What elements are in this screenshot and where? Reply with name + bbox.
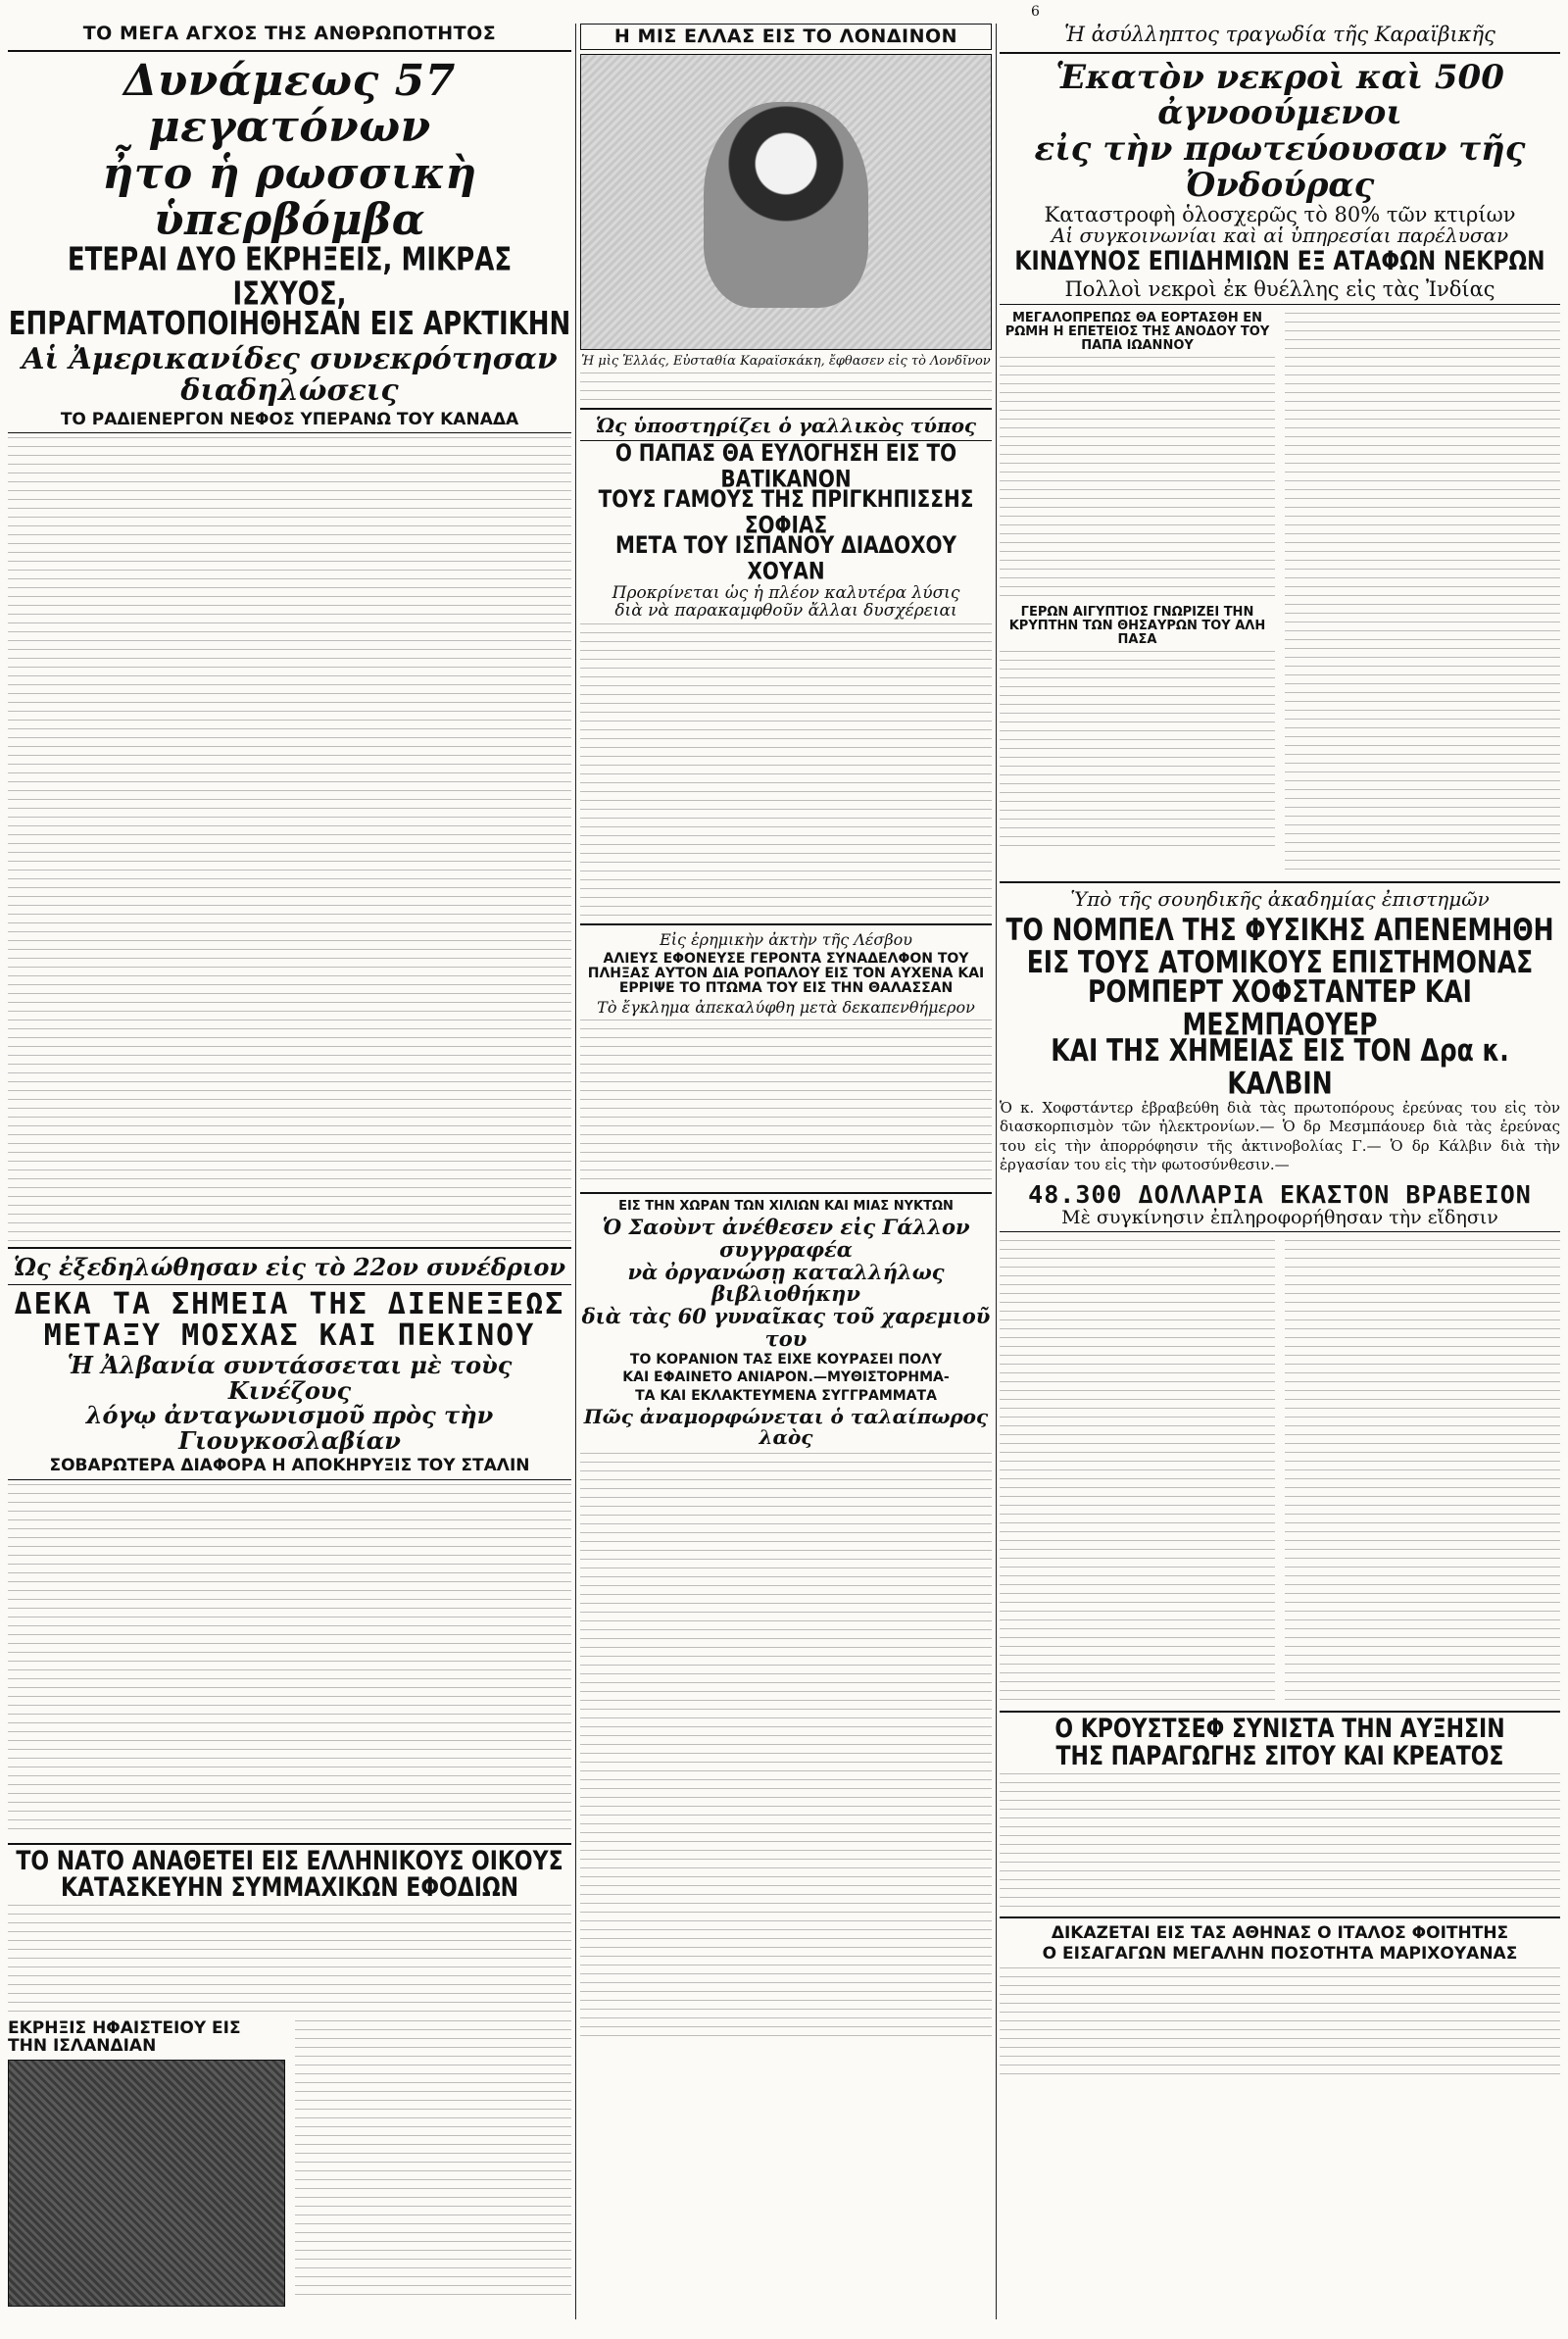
lesvos-article-body: [580, 1020, 992, 1186]
gerwn-article-body: [1000, 651, 1275, 847]
nobel-kicker: Ὑπὸ τῆς σουηδικῆς ἀκαδημίας ἐπιστημῶν: [1070, 887, 1490, 912]
lesvos-deck: Τὸ ἔγκλημα ἀπεκαλύφθη μετὰ δεκαπενθήμερον: [597, 997, 975, 1017]
vatican-headline-1: Ο ΠΑΠΑΣ ΘΑ ΕΥΛΟΓΗΣΗ ΕΙΣ ΤΟ ΒΑΤΙΚΑΝΟΝ: [614, 438, 957, 493]
khrushchev-headline-2: ΤΗΣ ΠΑΡΑΓΩΓΗΣ ΣΙΤΟΥ ΚΑΙ ΚΡΕΑΤΟΣ: [1055, 1742, 1504, 1772]
vatican-article-body: [580, 623, 992, 918]
saud-headline-2: νὰ ὀργανώσῃ καταλλήλως βιβλιοθήκην: [627, 1259, 945, 1307]
honduras-headline-2: εἰς τὴν πρωτεύουσαν τῆς Ὀνδούρας: [1034, 129, 1526, 205]
nobel-headline-1: ΤΟ ΝΟΜΠΕΛ ΤΗΣ ΦΥΣΙΚΗΣ ΑΠΕΝΕΜΗΘΗ: [1005, 912, 1554, 948]
bomb-headline-1: Δυνάμεως 57 μεγατόνων: [123, 55, 456, 153]
nobel-article-body-left: [1000, 1240, 1275, 1701]
congress-deck-3: ΣΟΒΑΡΩΤΕΡΑ ΔΙΑΦΟΡΑ Η ΑΠΟΚΗΡΥΞΙΣ ΤΟΥ ΣΤΑΛΙΝ: [49, 1456, 530, 1476]
bomb-deck-3: Αἱ Ἀμερικανίδες συνεκρότησαν διαδηλώσεις: [22, 341, 558, 409]
nato-headline-1: ΤΟ ΝΑΤΟ ΑΝΑΘΕΤΕΙ ΕΙΣ ΕΛΛΗΝΙΚΟΥΣ ΟΙΚΟΥΣ: [16, 1847, 564, 1877]
congress-headline-2: ΜΕΤΑΞΥ ΜΟΣΧΑΣ ΚΑΙ ΠΕΚΙΝΟΥ: [43, 1319, 536, 1354]
lesvos-kicker: Εἰς ἐρημικὴν ἀκτὴν τῆς Λέσβου: [660, 930, 912, 950]
bomb-kicker: ΤΟ ΜΕΓΑ ΑΓΧΟΣ ΤΗΣ ΑΝΘΡΩΠΟΤΗΤΟΣ: [82, 23, 497, 44]
nobel-headline-4: ΚΑΙ ΤΗΣ ΧΗΜΕΙΑΣ ΕΙΣ ΤΟΝ Δρα κ. ΚΑΛΒΙΝ: [1051, 1031, 1509, 1101]
honduras-deck-4: Πολλοὶ νεκροὶ ἐκ θυέλλης εἰς τὰς Ἰνδίας: [1064, 276, 1495, 301]
divider: [1000, 304, 1560, 305]
divider: [1000, 881, 1560, 883]
saud-headline-1: Ὁ Σαοὺντ ἀνέθεσεν εἰς Γάλλον συγγραφέα: [602, 1215, 970, 1262]
iceland-photo-caption: ΕΚΡΗΞΙΣ ΗΦΑΙΣΤΕΙΟΥ ΕΙΣ ΤΗΝ ΙΣΛΑΝΔΙΑΝ: [8, 2018, 241, 2057]
congress-headline-1: ΔΕΚΑ ΤΑ ΣΗΜΕΙΑ ΤΗΣ ΔΙΕΝΕΞΕΩΣ: [14, 1286, 565, 1321]
left-column: [8, 24, 571, 2311]
saud-deck-4: Πῶς ἀναμορφώνεται ὁ ταλαίπωρος λαὸς: [583, 1404, 989, 1450]
divider: [8, 1479, 571, 1480]
divider: [8, 1247, 571, 1249]
column-divider: [575, 24, 576, 2319]
divider: [580, 923, 992, 925]
nato-headline-2: ΚΑΤΑΣΚΕΥΗΝ ΣΥΜΜΑΧΙΚΩΝ ΕΦΟΔΙΩΝ: [60, 1873, 519, 1904]
nobel-subhead: Μὲ συγκίνησιν ἐπληροφορήθησαν τὴν εἴδησιν: [1061, 1206, 1498, 1228]
saud-headline-3: διὰ τὰς 60 γυναῖκας τοῦ χαρεμιοῦ του: [581, 1303, 991, 1351]
divider: [1000, 1231, 1560, 1232]
marijuana-article-body: [1000, 1967, 1560, 2075]
column-divider: [996, 24, 997, 2319]
honduras-deck-3: ΚΙΝΔΥΝΟΣ ΕΠΙΔΗΜΙΩΝ ΕΞ ΑΤΑΦΩΝ ΝΕΚΡΩΝ: [1014, 247, 1545, 277]
bomb-article-body: [8, 437, 571, 1241]
miss-greece-caption-body: [580, 373, 992, 402]
khrushchev-headline-1: Ο ΚΡΟΥΣΤΣΕΦ ΣΥΝΙΣΤΑ ΤΗΝ ΑΥΞΗΣΙΝ: [1054, 1715, 1505, 1745]
bomb-deck-1: ΕΤΕΡΑΙ ΔΥΟ ΕΚΡΗΞΕΙΣ, ΜΙΚΡΑΣ ΙΣΧΥΟΣ,: [67, 241, 513, 313]
nobel-article-body-right: [1285, 1240, 1560, 1701]
lesvos-headline: ΑΛΙΕΥΣ ΕΦΟΝΕΥΣΕ ΓΕΡΟΝΤΑ ΣΥΝΑΔΕΛΦΟΝ ΤΟΥ ΠΛΗΞΑΣ ΑΥΤΟΝ ΔΙΑ ΡΟΠΑΛΟΥ ΕΙΣ ΤΟΝ ΑΥΧΕΝΑ ΚΑΙ ΕΡΡΙΨΕ ΤΟ ΠΤΩΜΑ ΤΟΥ ΕΙΣ ΤΗΝ ΘΑΛΑΣΣΑΝ: [587, 950, 985, 996]
page-number: 6: [1031, 4, 1040, 20]
saud-deck-1: ΤΟ ΚΟΡΑΝΙΟΝ ΤΑΣ ΕΙΧΕ ΚΟΥΡΑΣΕΙ ΠΟΛΥ: [629, 1352, 943, 1369]
miss-greece-photo: [580, 54, 992, 350]
divider: [8, 432, 571, 433]
bomb-headline-2: ἦτο ἡ ρωσσικὴ ὑπερβόμβα: [102, 148, 477, 246]
saud-kicker: ΕΙΣ ΤΗΝ ΧΩΡΑΝ ΤΩΝ ΧΙΛΙΩΝ ΚΑΙ ΜΙΑΣ ΝΥΚΤΩΝ: [618, 1199, 954, 1215]
nato-article-body: [8, 1905, 571, 2013]
divider: [8, 1284, 571, 1285]
pope-headline: ΜΕΓΑΛΟΠΡΕΠΩΣ ΘΑ ΕΟΡΤΑΣΘΗ ΕΝ ΡΩΜΗ Η ΕΠΕΤΕΙΟΣ ΤΗΣ ΑΝΟΔΟΥ ΤΟΥ ΠΑΠΑ ΙΩΑΝΝΟΥ: [1004, 311, 1270, 354]
divider: [1000, 52, 1560, 54]
middle-column: [580, 24, 992, 2045]
congress-deck-2: λόγῳ ἀνταγωνισμοῦ πρὸς τὴν Γιουγκοσλαβίαν: [85, 1401, 494, 1456]
divider: [580, 408, 992, 410]
nobel-lede: Ὁ κ. Χοφστάντερ ἐβραβεύθη διὰ τὰς πρωτοπόρους ἐρεύνας του εἰς τὸν διασκορπισμὸν τῶν ἠλεκτρονίων.— Ὁ δρ Μεσμπάουερ διὰ τὰς ἐρεύνας του εἰς τὴν ἀπορρόφησιν τῆς ἀκτινοβολίας Γ.— Ὁ δρ Κάλβιν διὰ τὴν ἐργασίαν του εἰς τὴν φωτοσύνθεσιν.—: [1000, 1098, 1560, 1174]
right-column: [1000, 24, 1560, 2079]
honduras-article-body: [1285, 313, 1560, 871]
honduras-deck-2: Αἱ συγκοινωνίαι καὶ αἱ ὑπηρεσίαι παρέλυσαν: [1051, 224, 1509, 248]
iceland-article-body: [295, 2020, 572, 2295]
vatican-headline-3: ΜΕΤΑ ΤΟΥ ΙΣΠΑΝΟΥ ΔΙΑΔΟΧΟΥ ΧΟΥΑΝ: [614, 530, 957, 585]
saud-deck-3: ΤΑ ΚΑΙ ΕΚΛΑΚΤΕΥΜΕΝΑ ΣΥΓΓΡΑΜΜΑΤΑ: [635, 1387, 937, 1404]
vatican-headline-2: ΤΟΥΣ ΓΑΜΟΥΣ ΤΗΣ ΠΡΙΓΚΗΠΙΣΣΗΣ ΣΟΦΙΑΣ: [598, 484, 974, 539]
honduras-deck-1: Καταστροφὴ ὁλοσχερῶς τὸ 80% τῶν κτιρίων: [1044, 202, 1516, 226]
iceland-volcano-photo: [8, 2060, 285, 2307]
bomb-deck-2: ΕΠΡΑΓΜΑΤΟΠΟΙΗΘΗΣΑΝ ΕΙΣ ΑΡΚΤΙΚΗΝ: [8, 305, 571, 343]
pope-article-body: [1000, 357, 1275, 602]
vatican-kicker: Ὡς ὑποστηρίζει ὁ γαλλικὸς τύπος: [595, 413, 977, 437]
divider: [1000, 1711, 1560, 1713]
divider: [8, 1843, 571, 1845]
saud-article-body: [580, 1453, 992, 2041]
bomb-deck-4: ΤΟ ΡΑΔΙΕΝΕΡΓΟΝ ΝΕΦΟΣ ΥΠΕΡΑΝΩ ΤΟΥ ΚΑΝΑΔΑ: [60, 409, 519, 429]
miss-greece-kicker: Η ΜΙΣ ΕΛΛΑΣ ΕΙΣ ΤΟ ΛΟΝΔΙΝΟΝ: [580, 24, 992, 50]
marijuana-headline-2: Ο ΕΙΣΑΓΑΓΩΝ ΜΕΓΑΛΗΝ ΠΟΣΟΤΗΤΑ ΜΑΡΙΧΟΥΑΝΑΣ: [1042, 1944, 1518, 1965]
portrait-figure: [704, 102, 867, 308]
nobel-prize-amount: 48.300 ΔΟΛΛΑΡΙΑ ΕΚΑΣΤΟΝ ΒΡΑΒΕΙΟΝ: [1028, 1179, 1532, 1209]
divider: [8, 50, 571, 52]
gerwn-headline: ΓΕΡΩΝ ΑΙΓΥΠΤΙΟΣ ΓΝΩΡΙΖΕΙ ΤΗΝ ΚΡΥΠΤΗΝ ΤΩΝ ΘΗΣΑΥΡΩΝ ΤΟΥ ΑΛΗ ΠΑΣΑ: [1008, 605, 1266, 648]
nobel-headline-2: ΕΙΣ ΤΟΥΣ ΑΤΟΜΙΚΟΥΣ ΕΠΙΣΤΗΜΟΝΑΣ: [1026, 944, 1534, 980]
vatican-deck-2: διὰ νὰ παρακαμφθοῦν ἄλλαι δυσχέρειαι: [614, 601, 957, 622]
marijuana-headline-1: ΔΙΚΑΖΕΤΑΙ ΕΙΣ ΤΑΣ ΑΘΗΝΑΣ Ο ΙΤΑΛΟΣ ΦΟΙΤΗΤΗΣ: [1051, 1922, 1509, 1943]
khrushchev-article-body: [1000, 1773, 1560, 1911]
nobel-headline-3: ΡΟΜΠΕΡΤ ΧΟΦΣΤΑΝΤΕΡ ΚΑΙ ΜΕΣΜΠΑΟΥΕΡ: [1088, 972, 1472, 1042]
divider: [1000, 1916, 1560, 1918]
honduras-kicker: Ἡ ἀσύλληπτος τραγωδία τῆς Καραϊβικῆς: [1064, 23, 1495, 46]
saud-deck-2: ΚΑΙ ΕΦΑΙΝΕΤΟ ΑΝΙΑΡΟΝ.—ΜΥΘΙΣΤΟΡΗΜΑ-: [622, 1369, 950, 1386]
congress-kicker: Ὡς ἐξεδηλώθησαν εἰς τὸ 22ον συνέδριον: [13, 1252, 566, 1281]
vatican-deck-1: Προκρίνεται ὡς ἡ πλέον καλυτέρα λύσις: [612, 582, 960, 603]
miss-greece-caption: Ἡ μὶς Ἑλλάς, Εὐσταθία Καραϊσκάκη, ἔφθασεν εἰς τὸ Λονδῖνον: [581, 353, 991, 369]
congress-article-body: [8, 1484, 571, 1837]
honduras-headline-1: Ἑκατὸν νεκροὶ καὶ 500 ἀγνοούμενοι: [1055, 57, 1504, 133]
divider: [580, 1192, 992, 1194]
congress-deck-1: Ἡ Ἀλβανία συντάσσεται μὲ τοὺς Κινέζους: [67, 1350, 513, 1405]
